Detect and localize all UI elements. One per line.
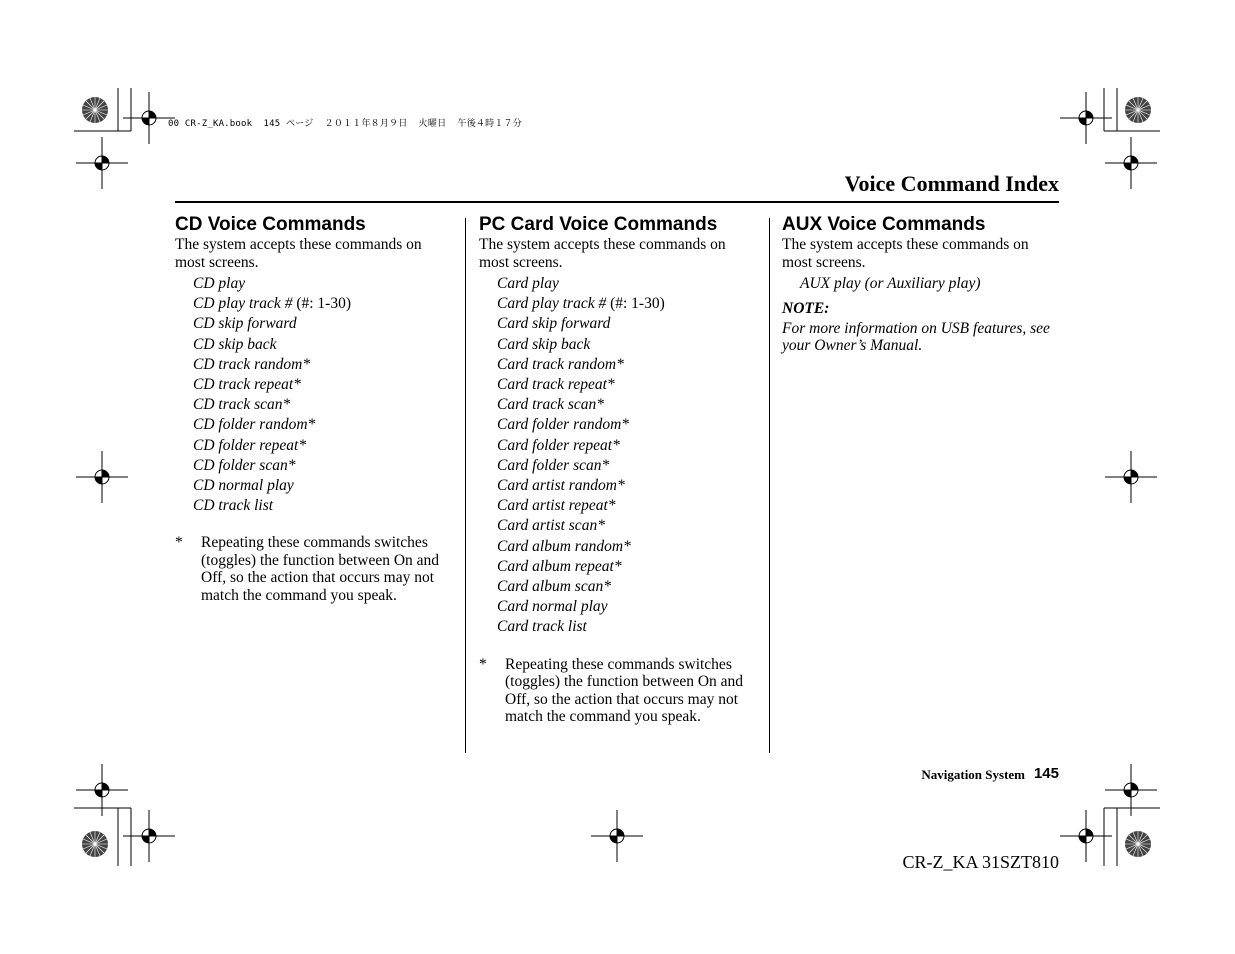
command-text: Card track scan*	[497, 396, 605, 414]
command-text: Card folder scan*	[497, 456, 610, 474]
command-text: CD folder repeat*	[193, 436, 307, 454]
voice-command-item	[497, 274, 759, 294]
aux-section	[782, 214, 1062, 355]
command-text: Card artist random*	[497, 477, 625, 495]
command-text: Card folder repeat*	[497, 436, 620, 454]
voice-command-item	[497, 597, 759, 617]
command-list	[782, 274, 1062, 294]
voice-command-item	[497, 314, 759, 334]
section-heading: PC Card Voice Commands	[479, 214, 718, 235]
cd-section	[175, 214, 455, 604]
footnote-mark: *	[479, 655, 487, 673]
command-text: Card album scan*	[497, 578, 611, 596]
note-text: For more information on USB features, see your Owner’s Manual.	[782, 319, 1050, 355]
command-text: CD normal play	[193, 477, 294, 495]
voice-command-item	[800, 274, 1062, 294]
command-list	[479, 274, 759, 638]
command-text: CD skip forward	[193, 315, 297, 333]
command-text: Card play track #	[497, 295, 607, 313]
color-bar-star-icon	[82, 831, 108, 857]
voice-command-item	[193, 496, 455, 516]
voice-command-item	[193, 355, 455, 375]
voice-command-item	[193, 375, 455, 395]
note-label: NOTE:	[782, 300, 830, 318]
command-text: AUX play (or Auxiliary play)	[800, 275, 981, 292]
command-text: CD track scan*	[193, 396, 291, 414]
voice-command-item	[497, 456, 759, 476]
footnote-mark: *	[175, 534, 183, 552]
column-divider	[465, 218, 466, 753]
voice-command-item	[193, 294, 455, 314]
registration-mark-icon	[591, 810, 643, 862]
footnote	[175, 534, 455, 604]
voice-command-item	[193, 436, 455, 456]
section-intro: The system accepts these commands on most screens.	[782, 236, 1029, 271]
voice-command-item	[497, 496, 759, 516]
voice-command-item	[497, 537, 759, 557]
voice-command-item	[193, 335, 455, 355]
footer-section-label: Navigation System	[921, 767, 1025, 782]
command-text: Card track repeat*	[497, 376, 615, 394]
command-text: Card play	[497, 275, 559, 292]
command-text: CD play	[193, 275, 246, 292]
footnote-text: Repeating these commands switches (toggles) the function between On and Off, so the action that occurs may not match the command you speak.	[201, 534, 440, 604]
color-bar-star-icon	[82, 97, 108, 123]
footnote-text: Repeating these commands switches (toggles) the function between On and Off, so the action that occurs may not match the command you speak.	[505, 655, 744, 726]
voice-command-item	[193, 476, 455, 496]
command-text: Card artist scan*	[497, 517, 605, 535]
command-list	[175, 274, 455, 516]
document-code: CR-Z_KA 31SZT810	[902, 852, 1059, 872]
voice-command-item	[193, 456, 455, 476]
command-text: CD play track #	[193, 295, 293, 313]
registration-mark-icon	[76, 137, 128, 189]
voice-command-item	[497, 476, 759, 496]
command-text: Card album random*	[497, 537, 631, 555]
page-title: Voice Command Index	[844, 171, 1059, 196]
command-text: CD track random*	[193, 355, 311, 373]
command-text: CD track repeat*	[193, 376, 301, 394]
command-text: CD folder random*	[193, 416, 316, 434]
voice-command-item	[193, 415, 455, 435]
column-divider	[769, 218, 770, 753]
voice-command-item	[497, 617, 759, 637]
voice-command-item	[497, 375, 759, 395]
section-intro: The system accepts these commands on most screens.	[175, 236, 422, 271]
command-text: Card artist repeat*	[497, 497, 616, 515]
section-heading: CD Voice Commands	[175, 214, 366, 235]
command-text: Card album repeat*	[497, 557, 622, 575]
footnote	[479, 656, 759, 726]
voice-command-item	[497, 294, 759, 314]
command-text: CD track list	[193, 497, 274, 515]
voice-command-item	[497, 395, 759, 415]
registration-mark-icon	[1105, 137, 1157, 189]
section-intro: The system accepts these commands on most screens.	[479, 236, 726, 271]
voice-command-item	[193, 314, 455, 334]
command-text: CD folder scan*	[193, 456, 296, 474]
card-section	[479, 214, 759, 726]
command-text: Card track list	[497, 618, 587, 636]
color-bar-star-icon	[1125, 97, 1151, 123]
book-file-info: 00 CR-Z_KA.book 145 ページ ２０１１年８月９日 火曜日 午後４時１７分	[168, 119, 522, 129]
command-range: (#: 1-30)	[292, 295, 351, 313]
command-text: Card skip back	[497, 335, 591, 353]
voice-command-item	[497, 516, 759, 536]
voice-command-item	[497, 355, 759, 375]
voice-command-item	[193, 395, 455, 415]
voice-command-item	[497, 557, 759, 577]
page-number: 145	[1033, 765, 1059, 782]
voice-command-item	[497, 436, 759, 456]
voice-command-item	[193, 274, 455, 294]
voice-command-item	[497, 577, 759, 597]
command-text: Card folder random*	[497, 416, 630, 434]
voice-command-item	[497, 415, 759, 435]
command-text: CD skip back	[193, 335, 277, 353]
registration-mark-icon	[1105, 451, 1157, 503]
command-text: Card track random*	[497, 355, 624, 373]
voice-command-item	[497, 335, 759, 355]
command-text: Card skip forward	[497, 315, 611, 333]
header-rule	[175, 201, 1059, 203]
command-text: Card normal play	[497, 598, 608, 616]
color-bar-star-icon	[1125, 831, 1151, 857]
command-range: (#: 1-30)	[606, 295, 665, 313]
registration-mark-icon	[76, 451, 128, 503]
section-heading: AUX Voice Commands	[782, 214, 986, 235]
